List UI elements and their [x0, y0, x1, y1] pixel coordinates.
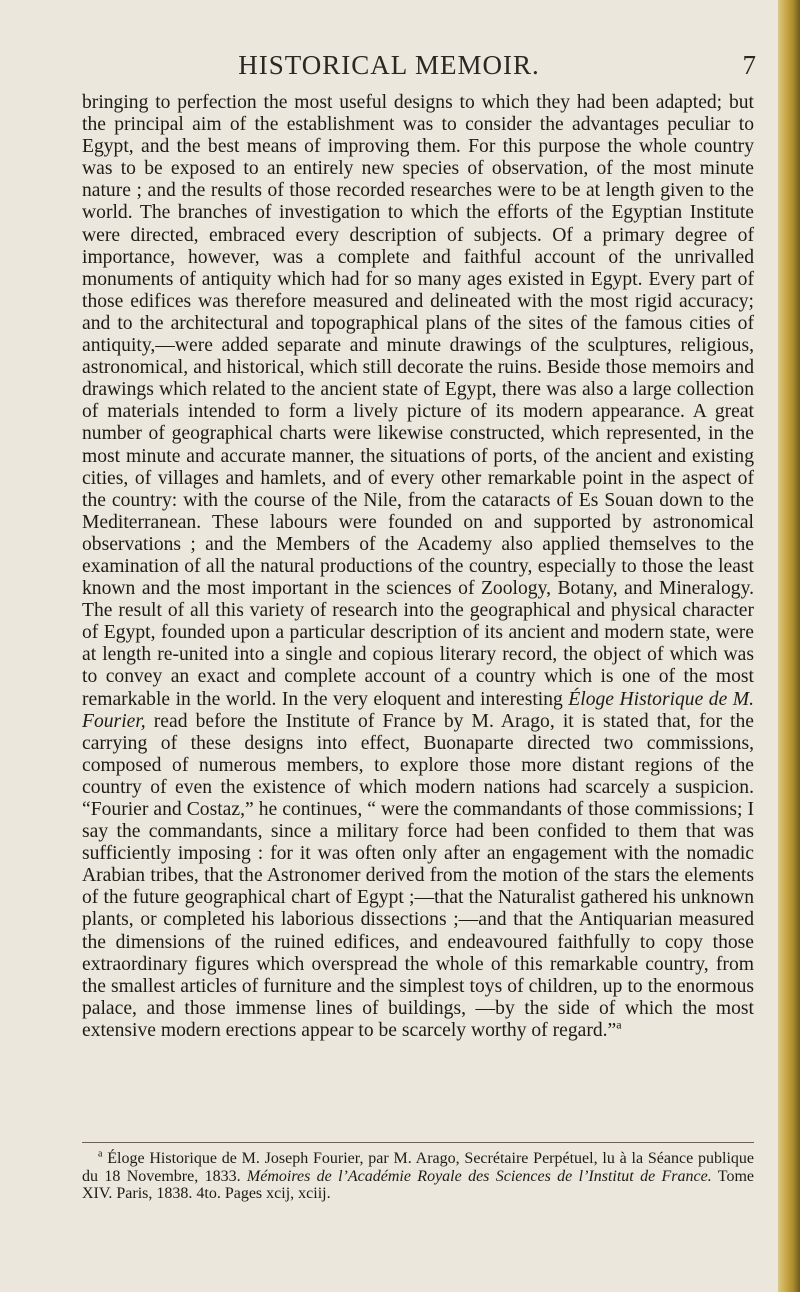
body-paragraph: [82, 92, 754, 1042]
footnote-italic-title: Mémoires de l’Académie Royale des Sciences de l’Institut de France.: [246, 1167, 712, 1185]
footnote-reference: a: [616, 1017, 622, 1032]
body-text-part-2: read before the Institute of France by M. Arago, it is stated that, for the carrying of these designs into effect, Buonaparte directed two commissions, composed of numerous members, to explore those more distant regions of the country of even the existence of which modern nations had scarcely a suspicion. “Fourier and Costaz,” he continues, “ were the commandants of those commissions; I say the commandants, since a military force had been confided to them that was sufficiently imposing : for it was often only after an engagement with the nomadic Arabian tribes, that the Astronomer derived from the motion of the stars the elements of the future geographical chart of Egypt ;—that the Naturalist gathered his unknown plants, or completed his laborious dissections ;—and that the Antiquarian measured the dimensions of the ruined edifices, and endeavoured faithfully to copy those extraordinary figures which overspread the whole of this remarkable country, from the smallest articles of furniture and the simplest toys of children, up to the enormous palace, and those immense lines of buildings, —by the side of which the most extensive modern erections appear to be scarcely worthy of regard.”: [82, 710, 754, 1041]
page-header: [0, 50, 778, 86]
page-number: 7: [742, 50, 756, 80]
footnote-text: Éloge Historique de M. Joseph Fourier, par M. Arago, Secrétaire Perpétuel, lu à la Séance publique du 18 Novembre, 1833.: [82, 1150, 754, 1185]
eloge-title: Éloge Historique de M. Fourier,: [82, 688, 754, 732]
footnote: [82, 1150, 754, 1203]
body-text-part-1: bringing to perfection the most useful designs to which they had been adapted; but the principal aim of the establishment was to consider the advantages peculiar to Egypt, and the best means of improving them. For this purpose the whole country was to be exposed to an entirely new species of observation, of the most minute nature ; and the results of those recorded researches were to be at length given to the world. The branches of investigation to which the efforts of the Egyptian Institute were directed, embraced every description of subjects. Of a primary degree of importance, however, was a complete and faithful account of the unrivalled monuments of antiquity which had for so many ages existed in Egypt. Every part of those edifices was therefore measured and delineated with the most rigid accuracy; and to the architectural and topographical plans of the sites of the famous cities of antiquity,—were added separate and minute drawings of the sculptures, religious, astronomical, and historical, which still decorate the ruins. Beside those memoirs and drawings which related to the ancient state of Egypt, there was also a large collection of materials intended to form a lively picture of its modern appearance. A great number of geographical charts were likewise constructed, which represented, in the most minute and accurate manner, the situations of ports, of the ancient and existing cities, of villages and hamlets, and of every other remarkable point in the aspect of the country: with the course of the Nile, from the cataracts of Es Souan down to the Mediterranean. These labours were founded on and supported by astronomical observations ; and the Members of the Academy also applied themselves to the examination of all the natural productions of the country, especially to those the least known and the most important in the sciences of Zoology, Botany, and Mineralogy. The result of all this variety of research into the geographical and physical character of Egypt, founded upon a particular description of its ancient and modern state, were at length re-united into a single and copious literary record, the object of which was to convey an exact and complete account of a country which is one of the most remarkable in the world. In the very eloquent and interesting: [82, 92, 754, 710]
footnote-rule: [82, 1142, 754, 1143]
running-head: HISTORICAL MEMOIR.: [238, 50, 540, 80]
gilt-page-edge: [778, 0, 800, 1292]
footnote-marker: a: [98, 1148, 103, 1160]
footnote-tail: Tome XIV. Paris, 1838. 4to. Pages xcij, xciij.: [82, 1167, 754, 1202]
